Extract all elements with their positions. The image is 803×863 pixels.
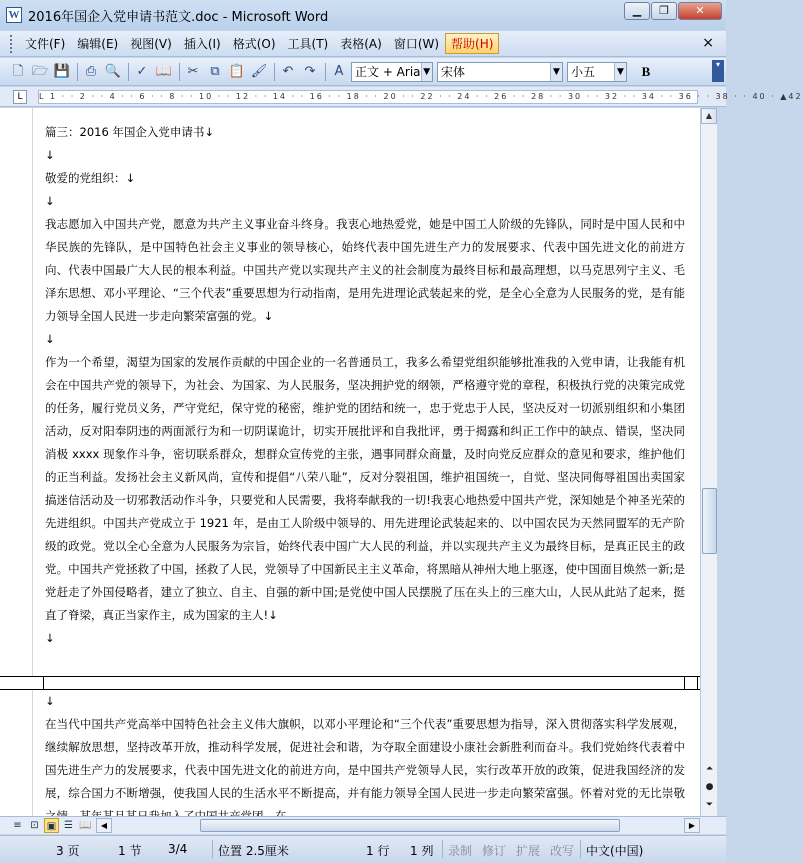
spelling-check-icon[interactable]: ✓ [136, 63, 148, 79]
print-layout-view-icon[interactable]: ▣ [44, 818, 59, 833]
menu-tools[interactable]: 工具(T) [287, 37, 329, 51]
horizontal-ruler [0, 87, 803, 107]
normal-view-icon[interactable]: ≡ [13, 820, 22, 831]
status-divider [442, 840, 443, 858]
status-record-macro[interactable]: 录制 [448, 844, 473, 858]
status-column: 1 列 [410, 844, 434, 858]
redo-icon[interactable]: ↷ [304, 63, 316, 79]
menu-insert[interactable]: 插入(I) [183, 37, 221, 51]
status-page: 3 页 [56, 844, 80, 858]
status-divider [580, 840, 581, 858]
restore-button[interactable]: ❐ [651, 2, 677, 20]
outline-view-icon[interactable]: ☰ [64, 820, 73, 831]
status-track-changes[interactable]: 修订 [482, 844, 507, 858]
blank-line: ↓ [45, 332, 55, 346]
horizontal-scrollbar[interactable] [0, 816, 726, 834]
paragraph-2: 作为一个希望，渴望为国家的发展作贡献的中国企业的一名普通员工，我多么希望党组织能够批准我的入党申请，让我能有机会在中国共产党的领导下，为社会、为国家、为人民服务，坚决拥护党的纲领，严格遵守党的章程，积极执行党的决策完成党的任务，履行党员义务，严守党纪，保守党的秘密，维护党的团结和统一，忠于党忠于人民，坚决反对一切派别组织和小集团活动，反对阳奉阴违的两面派行为和一切阴谋诡计，切实开展批评和自我批评，勇于揭露和纠正工作中的缺点、错误，坚决同消极 xxxx 现象作斗争，密切联系群众，想群众宣传党的主张，遇事同群众商量，及时向党反应群众的意见和要求，维护他们的正当利益。发扬社会主义新风尚，宣传和提倡“八荣八耻”，反对分裂祖国，维护祖国统一，自觉、坚决同侮辱祖国出卖国家搞迷信活动及一切邪教活动作斗争，只要党和人民需要，我将奉献我的一切!我衷心地热爱中国共产党，深知她是个神圣光荣的先进组织。中国共产党成立于 1921 年，是由工人阶级中领导的、用先进理论武装起来的、以中国农民为天然同盟军的无产阶级的政党。党以全心全意为人民服务为宗旨，始终代表中国广大人民的利益，并以实现共产主义为最终目标，是真正民主的政党。中国共产党拯救了中国，拯救了人民，党领导了中国新民主主义革命，将黑暗从神州大地上驱逐，使中国面目焕然一新;是党赶走了外国侵略者，建立了独立、自主、自强的新中国;是党使中国人民摆脱了压在头上的三座大山，人民从此站了起来，挺直了脊梁，真正当家作主，成为国家的主人!↓ [45, 355, 685, 622]
ruler-scale[interactable]: L 1 · · 2 · · 4 · · 6 · · 8 · · 10 · · 12 · · 14 · · 16 · · 18 · · 20 · · 22 · · 24 · · 26 · · 28 · · 30 · · 32 · · 34 · · 36 · · 38 · · 40 · ▲42 [38, 90, 698, 104]
web-layout-view-icon[interactable]: ⊡ [30, 820, 39, 831]
document-close-icon[interactable]: × [702, 35, 714, 51]
page-break-gap [0, 676, 700, 690]
horizontal-scroll-thumb[interactable] [200, 819, 620, 832]
save-icon[interactable]: 💾 [53, 63, 71, 79]
paragraph-3: 在当代中国共产党高举中国特色社会主义伟大旗帜，以邓小平理论和“三个代表”重要思想为指导，深入贯彻落实科学发展观，继续解放思想，坚持改革开放，推动科学发展，促进社会和谐，为夺取全面建设小康社会新胜利而奋斗。我们党始终代表着中国先进生产力的发展要求，代表中国先进文化的前进方向，是中国共产党领导人民，实行改革开放的政策，促进我国经济的发展，综合国力不断增强，使我国人民的生活水平不断提高，并有能力领导全国人民进一步走向繁荣富强。怀着对党的无比崇敬 [45, 717, 685, 800]
page-corner-right [684, 676, 698, 690]
page-margin-line [32, 108, 33, 816]
copy-icon[interactable]: ⧉ [210, 63, 220, 79]
font-select-value: 宋体 [441, 64, 466, 79]
status-language[interactable]: 中文(中国) [586, 844, 644, 858]
print-preview-icon[interactable]: 🔍 [104, 63, 122, 79]
open-folder-icon[interactable]: 🗁 [31, 63, 49, 79]
bold-button[interactable]: B [641, 63, 651, 79]
font-select[interactable] [437, 62, 563, 82]
chevron-down-icon[interactable]: ▼ [614, 63, 626, 81]
next-page-icon[interactable]: ⏷ [705, 800, 714, 810]
print-icon[interactable]: ⎙ [85, 63, 97, 79]
close-button[interactable]: ✕ [678, 2, 722, 20]
heading-line: 篇三：2016 年国企入党申请书↓ [45, 125, 215, 139]
page-corner-left [32, 676, 44, 690]
menu-table[interactable]: 表格(A) [340, 37, 382, 51]
toolbar-divider [179, 63, 180, 81]
style-select-value: 正文 + Aria [355, 64, 421, 79]
select-browse-object-icon[interactable]: ● [705, 782, 714, 792]
menu-view[interactable]: 视图(V) [130, 37, 172, 51]
scroll-up-icon[interactable]: ▲ [701, 108, 717, 124]
window-controls [624, 2, 722, 20]
window-title: 2016年国企入党申请书范文.doc - Microsoft Word [28, 9, 329, 25]
vertical-scroll-thumb[interactable] [702, 488, 717, 554]
word-app-icon[interactable]: W [6, 7, 22, 23]
menu-grip-handle[interactable] [10, 35, 14, 53]
standard-toolbar [0, 58, 726, 86]
toolbar-divider [325, 63, 326, 81]
cut-icon[interactable]: ✂ [187, 63, 199, 79]
font-size-select[interactable] [567, 62, 627, 82]
paragraph-1: 我志愿加入中国共产党，愿意为共产主义事业奋斗终身。我衷心地热爱党，她是中国工人阶级的先锋队，同时是中国人民和中华民族的先锋队，是中国特色社会主义事业的领导核心，始终代表中国先进生产力的发展要求、代表中国先进文化的前进方向、代表中国最广大人民的根本利益。中国共产党以实现共产主义的社会制度为最终目标和最高理想，以马克思列宁主义、毛泽东思想、邓小平理论、“三个代表”重要思想为行动指南，是用先进理论武装起来的党，是全心全意为人民服务的党，是有能力领导全国人民进一步走向繁荣富强的党。↓ [45, 217, 685, 323]
status-position: 位置 2.5厘米 [218, 844, 289, 858]
status-line: 1 行 [366, 844, 390, 858]
toolbar-divider [274, 63, 275, 81]
window-edge [717, 108, 726, 816]
menu-file[interactable]: 文件(F) [25, 37, 66, 51]
toolbar-divider [77, 63, 78, 81]
tab-selector-icon[interactable]: L [13, 90, 27, 104]
previous-page-icon[interactable]: ⏶ [705, 764, 714, 774]
document-canvas[interactable] [0, 108, 700, 816]
format-painter-icon[interactable]: 🖌 [250, 63, 268, 79]
menu-format[interactable]: 格式(O) [232, 37, 276, 51]
blank-line: ↓ [45, 194, 55, 208]
toolbar-options-icon[interactable]: ▾ [712, 60, 724, 82]
status-bar [0, 835, 726, 863]
chevron-down-icon[interactable]: ▼ [421, 63, 432, 81]
scroll-left-icon[interactable]: ◀ [96, 818, 112, 833]
undo-icon[interactable]: ↶ [282, 63, 294, 79]
status-extend-selection[interactable]: 扩展 [516, 844, 541, 858]
research-icon[interactable]: 📖 [155, 63, 173, 79]
scroll-right-icon[interactable]: ▶ [684, 818, 700, 833]
title-bar [0, 0, 726, 30]
style-select[interactable] [351, 62, 433, 82]
menu-help[interactable]: 帮助(H) [445, 33, 499, 54]
status-overtype[interactable]: 改写 [550, 844, 575, 858]
chevron-down-icon[interactable]: ▼ [550, 63, 562, 81]
status-divider [212, 840, 213, 858]
status-page-of: 3/4 [168, 842, 188, 856]
blank-line: ↓ [45, 148, 55, 162]
styles-formatting-icon[interactable]: A [334, 63, 344, 79]
page-content-upper [45, 121, 685, 650]
vertical-scrollbar[interactable] [700, 108, 717, 816]
font-size-value: 小五 [571, 64, 596, 79]
page-content-lower [45, 690, 685, 816]
reading-layout-view-icon[interactable]: 📖 [79, 820, 92, 831]
menu-edit[interactable]: 编辑(E) [77, 37, 119, 51]
blank-line: ↓ [45, 694, 55, 708]
toolbar-divider [128, 63, 129, 81]
paste-icon[interactable]: 📋 [228, 63, 246, 79]
menu-window[interactable]: 窗口(W) [393, 37, 440, 51]
status-section: 1 节 [118, 844, 142, 858]
salutation-line: 敬爱的党组织：↓ [45, 171, 136, 185]
minimize-button[interactable]: ▁ [624, 2, 650, 20]
blank-line: ↓ [45, 631, 55, 645]
new-document-icon[interactable]: 🗋 [12, 63, 24, 79]
menu-bar [0, 31, 726, 57]
